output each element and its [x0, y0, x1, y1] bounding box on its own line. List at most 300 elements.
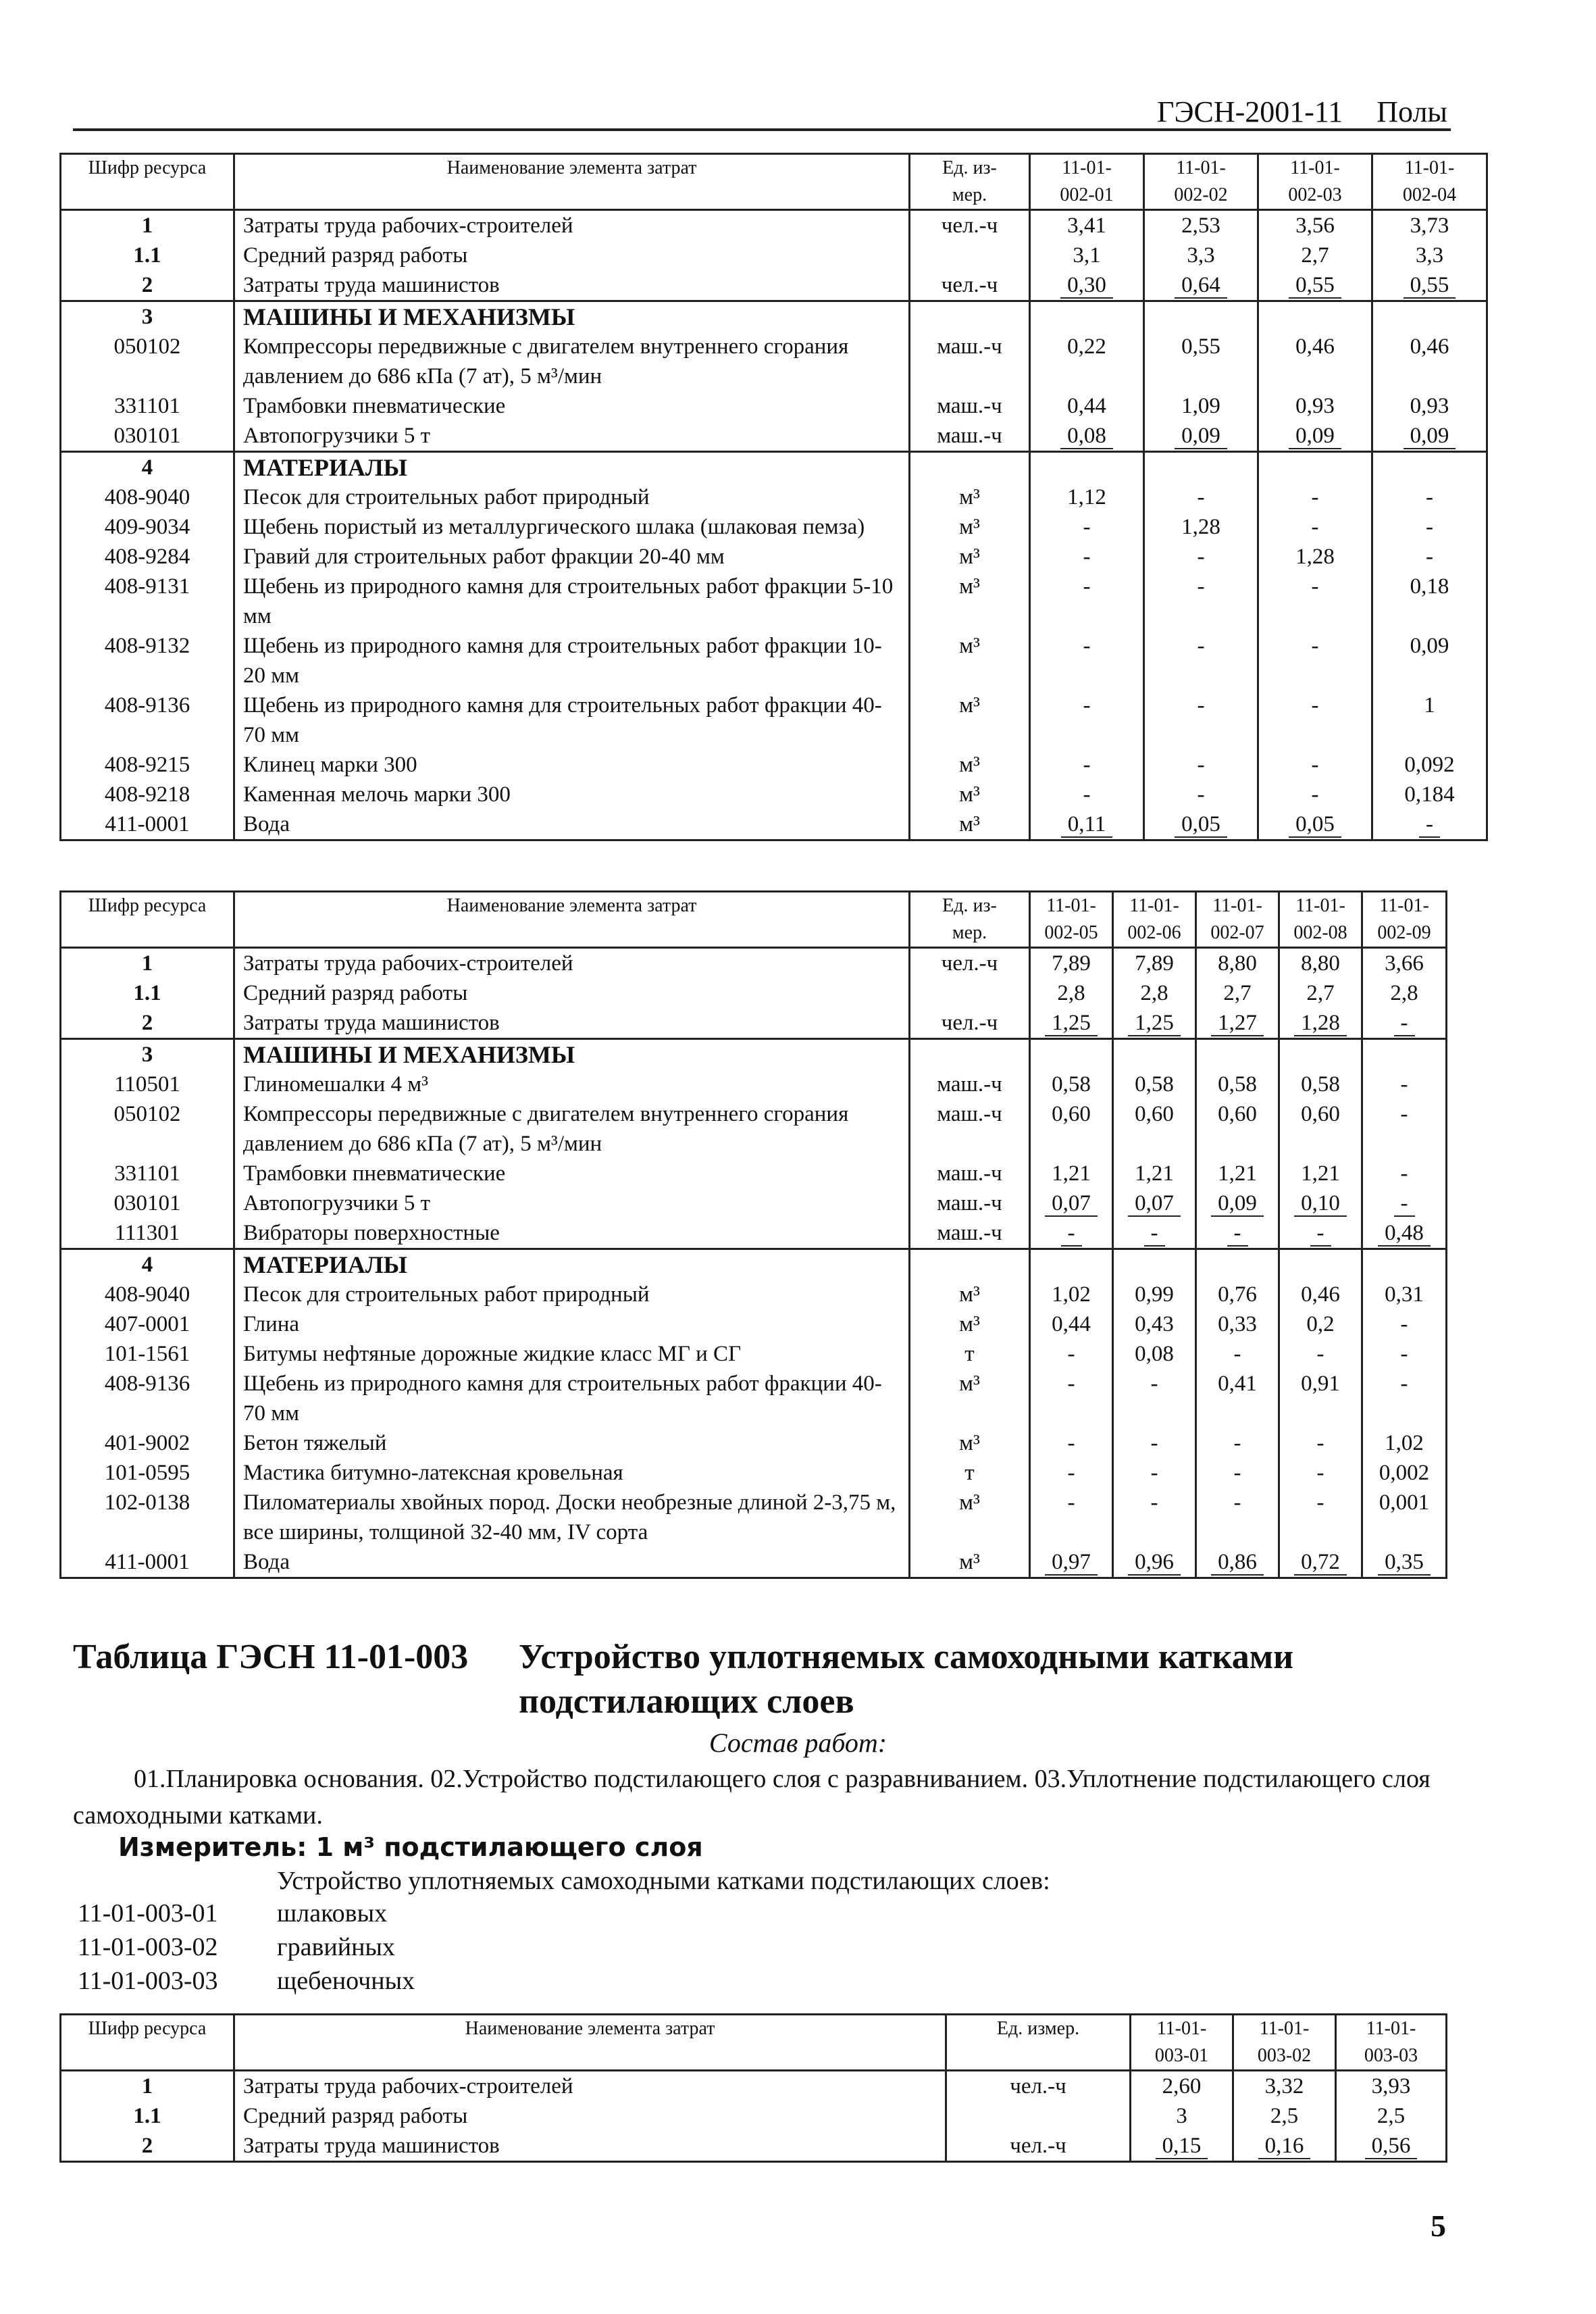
cell-value: 3,3 — [1372, 241, 1487, 270]
cell-name: Средний разряд работы — [234, 2101, 946, 2131]
col-header-norm: 11-01- 002-01 — [1030, 154, 1144, 210]
cell-name: Вода — [234, 1547, 910, 1578]
col-header-norm: 11-01- 002-02 — [1144, 154, 1258, 210]
col-header-norm: 11-01- 002-03 — [1258, 154, 1372, 210]
cell-value: 3,73 — [1372, 210, 1487, 241]
table-label: Таблица ГЭСН 11-01-003 — [73, 1638, 469, 1676]
cell-value — [1030, 301, 1144, 332]
cell-code: 050102 — [61, 1099, 234, 1159]
cell-value: 3,1 — [1030, 241, 1144, 270]
cell-unit: м³ — [910, 1369, 1030, 1428]
cell-value: 1,21 — [1030, 1159, 1113, 1188]
running-header — [1123, 95, 1447, 129]
cell-name: Мастика битумно-латексная кровельная — [234, 1458, 910, 1488]
table-row — [61, 542, 1487, 572]
cell-value: 0,41 — [1196, 1369, 1279, 1428]
table-row — [61, 1099, 1447, 1159]
cell-value: 0,60 — [1196, 1099, 1279, 1159]
cell-value: 2,8 — [1362, 978, 1447, 1008]
cell-name: Автопогрузчики 5 т — [234, 1188, 910, 1218]
cell-value: - — [1258, 482, 1372, 512]
cell-name: МАТЕРИАЛЫ — [234, 1249, 910, 1280]
table-row — [61, 948, 1447, 979]
cell-value: - — [1279, 1428, 1362, 1458]
cell-code: 411-0001 — [61, 809, 234, 840]
cell-unit: м³ — [910, 482, 1030, 512]
cell-value — [1030, 1249, 1113, 1280]
cell-value: 1,25 — [1030, 1008, 1113, 1039]
cell-value: 0,93 — [1372, 391, 1487, 421]
cell-value: - — [1144, 631, 1258, 690]
cell-unit: м³ — [910, 1547, 1030, 1578]
cell-value: 1,28 — [1258, 542, 1372, 572]
cell-name: Песок для строительных работ природный — [234, 1280, 910, 1309]
cell-value: 0,001 — [1362, 1488, 1447, 1547]
table-row — [61, 301, 1487, 332]
col-header-name: Наименование элемента затрат — [234, 892, 910, 948]
cell-value: 0,58 — [1030, 1070, 1113, 1099]
cell-value: 0,10 — [1279, 1188, 1362, 1218]
cell-value: 0,09 — [1196, 1188, 1279, 1218]
cell-value: 0,46 — [1258, 332, 1372, 391]
cell-code: 101-1561 — [61, 1339, 234, 1369]
cell-value: - — [1144, 572, 1258, 631]
cell-unit — [910, 452, 1030, 483]
cell-unit: чел.-ч — [910, 1008, 1030, 1039]
cell-value: 3,32 — [1233, 2071, 1336, 2102]
cell-code: 2 — [61, 270, 234, 301]
cell-value — [1362, 1249, 1447, 1280]
cell-value: 0,31 — [1362, 1280, 1447, 1309]
cell-value: 0,48 — [1362, 1218, 1447, 1249]
cell-unit — [946, 2101, 1131, 2131]
col-header-norm: 11-01- 003-03 — [1336, 2015, 1447, 2071]
cell-value — [1144, 452, 1258, 483]
cell-value: - — [1030, 1488, 1113, 1547]
cell-name: Клинец марки 300 — [234, 750, 910, 780]
cell-name: Затраты труда машинистов — [234, 270, 910, 301]
cell-value: - — [1362, 1188, 1447, 1218]
cell-code: 408-9218 — [61, 780, 234, 809]
cell-value — [1113, 1039, 1196, 1070]
cell-value: - — [1144, 780, 1258, 809]
cell-value: - — [1362, 1159, 1447, 1188]
cell-value: 0,05 — [1144, 809, 1258, 840]
cell-unit: т — [910, 1339, 1030, 1369]
cell-code: 1.1 — [61, 2101, 234, 2131]
cell-value: 1,28 — [1144, 512, 1258, 542]
cell-value: 1,21 — [1113, 1159, 1196, 1188]
cell-value: 0,96 — [1113, 1547, 1196, 1578]
cell-code: 3 — [61, 301, 234, 332]
cell-value: - — [1372, 512, 1487, 542]
cell-value: 7,89 — [1030, 948, 1113, 979]
cell-value: 2,53 — [1144, 210, 1258, 241]
cell-code: 408-9215 — [61, 750, 234, 780]
variant-item — [78, 1932, 395, 1962]
table-row — [61, 809, 1487, 840]
resource-table-002-01-04 — [59, 153, 1488, 841]
cell-value: - — [1113, 1458, 1196, 1488]
cell-value: 1,09 — [1144, 391, 1258, 421]
col-header-unit: Ед. из- мер. — [910, 892, 1030, 948]
cell-code: 050102 — [61, 332, 234, 391]
table-row — [61, 482, 1487, 512]
table-row — [61, 780, 1487, 809]
cell-name: Щебень из природного камня для строительных работ фракции 40-70 мм — [234, 690, 910, 750]
col-header-name: Наименование элемента затрат — [234, 154, 910, 210]
cell-value: - — [1144, 750, 1258, 780]
cell-unit: м³ — [910, 1488, 1030, 1547]
variant-label: шлаковых — [277, 1899, 388, 1928]
table-row — [61, 332, 1487, 391]
cell-value: - — [1279, 1458, 1362, 1488]
cell-value: - — [1362, 1008, 1447, 1039]
cell-unit: м³ — [910, 1309, 1030, 1339]
composition-label: Состав работ: — [709, 1728, 887, 1758]
table-row — [61, 210, 1487, 241]
cell-value — [1362, 1039, 1447, 1070]
cell-value: 1,28 — [1279, 1008, 1362, 1039]
cell-name: Щебень пористый из металлургического шлака (шлаковая пемза) — [234, 512, 910, 542]
table-row — [61, 1428, 1447, 1458]
cell-code: 1 — [61, 210, 234, 241]
cell-value: 0,55 — [1372, 270, 1487, 301]
cell-value: 0,002 — [1362, 1458, 1447, 1488]
section-name: Полы — [1376, 95, 1447, 128]
cell-value: 0,18 — [1372, 572, 1487, 631]
cell-value: 0,05 — [1258, 809, 1372, 840]
cell-value: 0,09 — [1144, 421, 1258, 452]
cell-value — [1113, 1249, 1196, 1280]
cell-value: - — [1372, 482, 1487, 512]
cell-code: 409-9034 — [61, 512, 234, 542]
cell-name: Автопогрузчики 5 т — [234, 421, 910, 452]
cell-value: 0,56 — [1336, 2131, 1447, 2162]
cell-value: - — [1258, 780, 1372, 809]
cell-value: - — [1279, 1488, 1362, 1547]
cell-value: - — [1144, 542, 1258, 572]
cell-value: 0,22 — [1030, 332, 1144, 391]
col-header-name: Наименование элемента затрат — [234, 2015, 946, 2071]
col-header-norm: 11-01- 003-02 — [1233, 2015, 1336, 2071]
cell-unit: м³ — [910, 542, 1030, 572]
cell-value: 0,46 — [1372, 332, 1487, 391]
cell-value: - — [1372, 542, 1487, 572]
measurer: Измеритель: 1 м³ подстилающего слоя — [118, 1832, 703, 1862]
col-header-norm: 11-01- 002-07 — [1196, 892, 1279, 948]
cell-value: - — [1196, 1339, 1279, 1369]
cell-value: - — [1030, 512, 1144, 542]
cell-value: 2,7 — [1258, 241, 1372, 270]
variant-label: щебеночных — [277, 1967, 415, 1995]
cell-name: Битумы нефтяные дорожные жидкие класс МГ и СГ — [234, 1339, 910, 1369]
cell-value: 0,46 — [1279, 1280, 1362, 1309]
cell-value: 3,56 — [1258, 210, 1372, 241]
cell-code: 408-9131 — [61, 572, 234, 631]
cell-value: 0,184 — [1372, 780, 1487, 809]
table-row — [61, 1280, 1447, 1309]
cell-value: - — [1279, 1339, 1362, 1369]
cell-name: МАШИНЫ И МЕХАНИЗМЫ — [234, 1039, 910, 1070]
table-row — [61, 631, 1487, 690]
header-rule — [73, 128, 1451, 131]
cell-code: 411-0001 — [61, 1547, 234, 1578]
cell-unit: маш.-ч — [910, 1188, 1030, 1218]
cell-value: - — [1030, 1218, 1113, 1249]
cell-value: - — [1362, 1309, 1447, 1339]
cell-value: 0,72 — [1279, 1547, 1362, 1578]
cell-name: Гравий для строительных работ фракции 20-40 мм — [234, 542, 910, 572]
cell-code: 2 — [61, 1008, 234, 1039]
cell-value: - — [1030, 1458, 1113, 1488]
col-header-code: Шифр ресурса — [61, 892, 234, 948]
cell-value: - — [1030, 1339, 1113, 1369]
cell-value — [1372, 301, 1487, 332]
cell-name: Глина — [234, 1309, 910, 1339]
cell-name: МАТЕРИАЛЫ — [234, 452, 910, 483]
cell-value — [1279, 1039, 1362, 1070]
cell-unit: м³ — [910, 631, 1030, 690]
resource-table-003 — [59, 2013, 1447, 2163]
cell-value: 2,8 — [1113, 978, 1196, 1008]
table-row — [61, 1218, 1447, 1249]
cell-code: 1.1 — [61, 241, 234, 270]
cell-unit — [910, 301, 1030, 332]
table-row — [61, 690, 1487, 750]
cell-value: 0,44 — [1030, 391, 1144, 421]
variant-label: гравийных — [277, 1933, 395, 1961]
cell-value — [1030, 1039, 1113, 1070]
cell-value — [1144, 301, 1258, 332]
cell-value: 3,3 — [1144, 241, 1258, 270]
cell-value: 1,02 — [1030, 1280, 1113, 1309]
cell-value — [1372, 452, 1487, 483]
cell-value: 1,21 — [1196, 1159, 1279, 1188]
cell-code: 4 — [61, 1249, 234, 1280]
cell-unit: маш.-ч — [910, 1159, 1030, 1188]
cell-code: 1 — [61, 948, 234, 979]
cell-value: 0,09 — [1372, 421, 1487, 452]
table-row — [61, 391, 1487, 421]
cell-name: Затраты труда машинистов — [234, 1008, 910, 1039]
cell-value: - — [1372, 809, 1487, 840]
variants-intro: Устройство уплотняемых самоходными катками подстилающих слоев: — [277, 1867, 1050, 1895]
cell-code: 408-9136 — [61, 690, 234, 750]
cell-value: 0,64 — [1144, 270, 1258, 301]
cell-code: 331101 — [61, 391, 234, 421]
cell-value: 1 — [1372, 690, 1487, 750]
cell-value: 3 — [1131, 2101, 1233, 2131]
table-row — [61, 241, 1487, 270]
variant-item — [78, 1898, 388, 1928]
page-number: 5 — [1431, 2209, 1446, 2243]
col-header-norm: 11-01- 002-09 — [1362, 892, 1447, 948]
table-row — [61, 1008, 1447, 1039]
cell-name: Средний разряд работы — [234, 241, 910, 270]
cell-value: 2,8 — [1030, 978, 1113, 1008]
table-row — [61, 421, 1487, 452]
cell-value: 0,58 — [1279, 1070, 1362, 1099]
col-header-code: Шифр ресурса — [61, 154, 234, 210]
cell-value — [1258, 301, 1372, 332]
cell-unit: м³ — [910, 690, 1030, 750]
cell-value: 0,33 — [1196, 1309, 1279, 1339]
cell-unit: м³ — [910, 780, 1030, 809]
table-row — [61, 978, 1447, 1008]
cell-value: - — [1362, 1369, 1447, 1428]
table-header-row — [61, 154, 1487, 210]
table-row — [61, 750, 1487, 780]
cell-value: - — [1362, 1099, 1447, 1159]
cell-value: 1,21 — [1279, 1159, 1362, 1188]
cell-value: 0,35 — [1362, 1547, 1447, 1578]
cell-unit: маш.-ч — [910, 1218, 1030, 1249]
cell-value: - — [1196, 1488, 1279, 1547]
table-row — [61, 1547, 1447, 1578]
table-row — [61, 270, 1487, 301]
cell-value: 0,60 — [1030, 1099, 1113, 1159]
cell-unit: маш.-ч — [910, 1070, 1030, 1099]
cell-name: Компрессоры передвижные с двигателем внутреннего сгорания давлением до 686 кПа (7 ат), 5 м³/мин — [234, 332, 910, 391]
resource-table-002-05-09 — [59, 890, 1447, 1579]
cell-value: 0,60 — [1113, 1099, 1196, 1159]
cell-value: 2,5 — [1336, 2101, 1447, 2131]
cell-value: 0,11 — [1030, 809, 1144, 840]
cell-value: - — [1362, 1070, 1447, 1099]
table-row — [61, 2131, 1447, 2162]
cell-unit: м³ — [910, 1280, 1030, 1309]
cell-value: 0,55 — [1144, 332, 1258, 391]
cell-name: Затраты труда рабочих-строителей — [234, 2071, 946, 2102]
cell-value: 0,91 — [1279, 1369, 1362, 1428]
cell-value: - — [1258, 631, 1372, 690]
cell-name: Вибраторы поверхностные — [234, 1218, 910, 1249]
table-row — [61, 1339, 1447, 1369]
cell-name: Пиломатериалы хвойных пород. Доски необрезные длиной 2-3,75 м, все ширины, толщиной 32-40 мм, IV сорта — [234, 1488, 910, 1547]
cell-value: - — [1258, 512, 1372, 542]
cell-unit: чел.-ч — [910, 948, 1030, 979]
cell-code: 110501 — [61, 1070, 234, 1099]
cell-value: 0,09 — [1372, 631, 1487, 690]
cell-value: 0,99 — [1113, 1280, 1196, 1309]
cell-code: 101-0595 — [61, 1458, 234, 1488]
cell-unit — [910, 241, 1030, 270]
cell-code: 030101 — [61, 1188, 234, 1218]
table-title: Устройство уплотняемых самоходными катками подстилающих слоев — [519, 1638, 1294, 1721]
cell-unit: м³ — [910, 512, 1030, 542]
cell-value: 1,02 — [1362, 1428, 1447, 1458]
cell-value: 2,5 — [1233, 2101, 1336, 2131]
cell-value — [1279, 1249, 1362, 1280]
cell-unit: чел.-ч — [910, 270, 1030, 301]
cell-code: 408-9136 — [61, 1369, 234, 1428]
cell-value: 0,55 — [1258, 270, 1372, 301]
cell-value: 0,07 — [1113, 1188, 1196, 1218]
cell-value: - — [1030, 1369, 1113, 1428]
cell-value: 0,08 — [1030, 421, 1144, 452]
cell-name: Глиномешалки 4 м³ — [234, 1070, 910, 1099]
cell-value — [1258, 452, 1372, 483]
cell-value: 1,25 — [1113, 1008, 1196, 1039]
cell-code: 331101 — [61, 1159, 234, 1188]
cell-value — [1030, 452, 1144, 483]
cell-value: 0,092 — [1372, 750, 1487, 780]
cell-value: 0,86 — [1196, 1547, 1279, 1578]
cell-unit: чел.-ч — [946, 2071, 1131, 2102]
variant-code: 11-01-003-03 — [78, 1967, 218, 1995]
cell-value: 1,12 — [1030, 482, 1144, 512]
cell-code: 1 — [61, 2071, 234, 2102]
table-row — [61, 1159, 1447, 1188]
cell-unit: маш.-ч — [910, 332, 1030, 391]
cell-unit: м³ — [910, 572, 1030, 631]
cell-value: 3,66 — [1362, 948, 1447, 979]
cell-value: - — [1030, 780, 1144, 809]
variant-code: 11-01-003-02 — [78, 1933, 218, 1961]
cell-value: - — [1030, 1428, 1113, 1458]
col-header-norm: 11-01- 002-06 — [1113, 892, 1196, 948]
cell-name: Компрессоры передвижные с двигателем внутреннего сгорания давлением до 686 кПа (7 ат), 5 м³/мин — [234, 1099, 910, 1159]
cell-value — [1196, 1039, 1279, 1070]
cell-value: - — [1144, 690, 1258, 750]
cell-value: - — [1113, 1488, 1196, 1547]
cell-value: - — [1258, 690, 1372, 750]
cell-value: 0,2 — [1279, 1309, 1362, 1339]
table-row — [61, 452, 1487, 483]
cell-value: 2,7 — [1196, 978, 1279, 1008]
cell-unit: маш.-ч — [910, 421, 1030, 452]
cell-value: 0,58 — [1113, 1070, 1196, 1099]
cell-name: Вода — [234, 809, 910, 840]
table-row — [61, 1039, 1447, 1070]
cell-unit: м³ — [910, 750, 1030, 780]
cell-code: 4 — [61, 452, 234, 483]
cell-value: - — [1030, 690, 1144, 750]
cell-value: 0,97 — [1030, 1547, 1113, 1578]
col-header-norm: 11-01- 002-08 — [1279, 892, 1362, 948]
table-row — [61, 1488, 1447, 1547]
table-row — [61, 1070, 1447, 1099]
table-row — [61, 1369, 1447, 1428]
cell-unit — [910, 978, 1030, 1008]
cell-name: Щебень из природного камня для строительных работ фракции 40-70 мм — [234, 1369, 910, 1428]
cell-value: - — [1030, 750, 1144, 780]
cell-value: 0,30 — [1030, 270, 1144, 301]
cell-code: 102-0138 — [61, 1488, 234, 1547]
cell-value: 0,08 — [1113, 1339, 1196, 1369]
cell-name: МАШИНЫ И МЕХАНИЗМЫ — [234, 301, 910, 332]
cell-code: 3 — [61, 1039, 234, 1070]
cell-name: Затраты труда рабочих-строителей — [234, 948, 910, 979]
cell-unit: маш.-ч — [910, 1099, 1030, 1159]
cell-value: - — [1113, 1369, 1196, 1428]
col-header-norm: 11-01- 003-01 — [1131, 2015, 1233, 2071]
variant-item — [78, 1966, 415, 1996]
table-row — [61, 1458, 1447, 1488]
cell-value: 0,93 — [1258, 391, 1372, 421]
cell-name: Песок для строительных работ природный — [234, 482, 910, 512]
table-row — [61, 572, 1487, 631]
cell-value: 2,60 — [1131, 2071, 1233, 2102]
cell-unit — [910, 1249, 1030, 1280]
cell-value: 7,89 — [1113, 948, 1196, 979]
col-header-unit: Ед. измер. — [946, 2015, 1131, 2071]
cell-name: Каменная мелочь марки 300 — [234, 780, 910, 809]
col-header-unit: Ед. из- мер. — [910, 154, 1030, 210]
table-row — [61, 2101, 1447, 2131]
cell-value: 0,58 — [1196, 1070, 1279, 1099]
